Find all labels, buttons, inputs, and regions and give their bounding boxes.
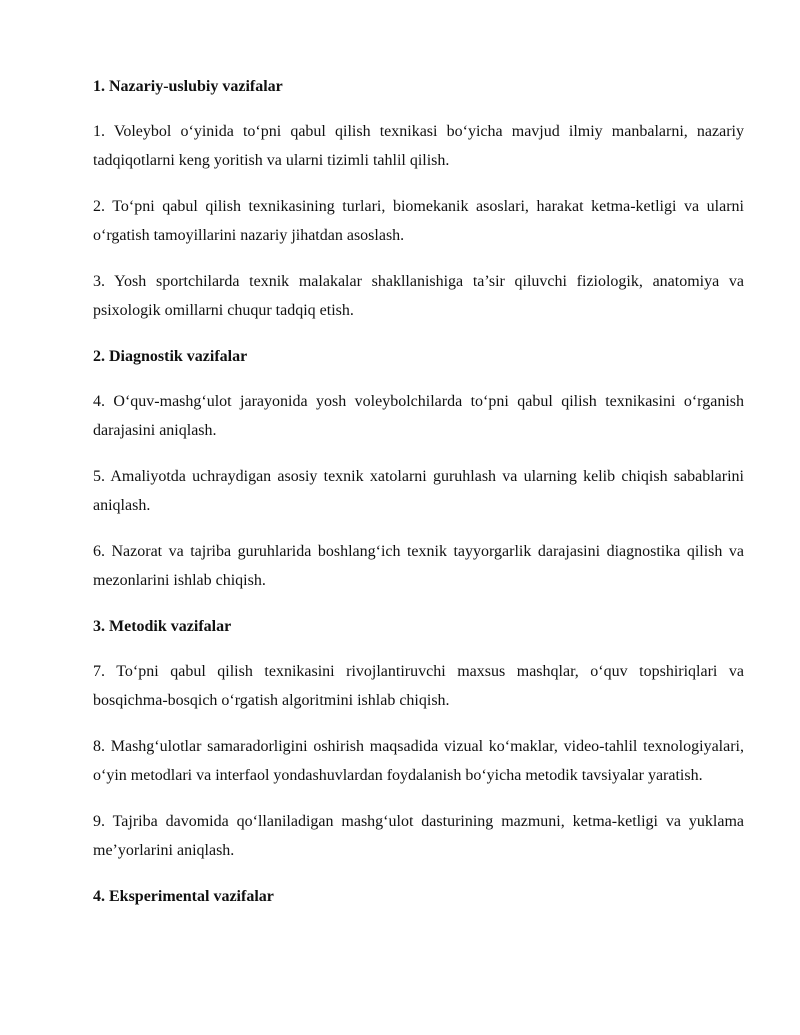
section-heading-experimental: 4. Eksperimental vazifalar [93,888,274,905]
list-item: 4. O‘quv-mashg‘ulot jarayonida yosh voleybolchilarda to‘pni qabul qilish texnikasini o‘rganish darajasini aniqlash. [93,393,744,439]
list-item: 6. Nazorat va tajriba guruhlarida boshlang‘ich texnik tayyorgarlik darajasini diagnostika qilish va mezonlarini ishlab chiqish. [93,543,744,589]
list-item: 2. To‘pni qabul qilish texnikasining turlari, biomekanik asoslari, harakat ketma-ketligi va ularni o‘rgatish tamoyillarini nazariy jihatdan asoslash. [93,198,744,244]
document-page [93,72,744,911]
list-item: 5. Amaliyotda uchraydigan asosiy texnik xatolarni guruhlash va ularning kelib chiqish sabablarini aniqlash. [93,468,744,514]
list-item: 8. Mashg‘ulotlar samaradorligini oshirish maqsadida vizual ko‘maklar, video-tahlil texnologiyalari, o‘yin metodlari va interfaol yondashuvlardan foydalanish bo‘yicha metodik tavsiyalar yaratish. [93,738,744,784]
section-heading-diagnostic: 2. Diagnostik vazifalar [93,348,248,365]
list-item: 9. Tajriba davomida qo‘llaniladigan mashg‘ulot dasturining mazmuni, ketma-ketligi va yuklama me’yorlarini aniqlash. [93,813,744,859]
list-item: 3. Yosh sportchilarda texnik malakalar shakllanishiga ta’sir qiluvchi fiziologik, anatomiya va psixologik omillarni chuqur tadqiq etish. [93,273,744,319]
list-item: 7. To‘pni qabul qilish texnikasini rivojlantiruvchi maxsus mashqlar, o‘quv topshiriqlari va bosqichma-bosqich o‘rgatish algoritmini ishlab chiqish. [93,663,744,709]
section-heading-methodical: 3. Metodik vazifalar [93,618,232,635]
section-heading-theoretical: 1. Nazariy-uslubiy vazifalar [93,78,283,95]
list-item: 1. Voleybol o‘yinida to‘pni qabul qilish texnikasi bo‘yicha mavjud ilmiy manbalarni, nazariy tadqiqotlarni keng yoritish va ularni tizimli tahlil qilish. [93,123,744,169]
